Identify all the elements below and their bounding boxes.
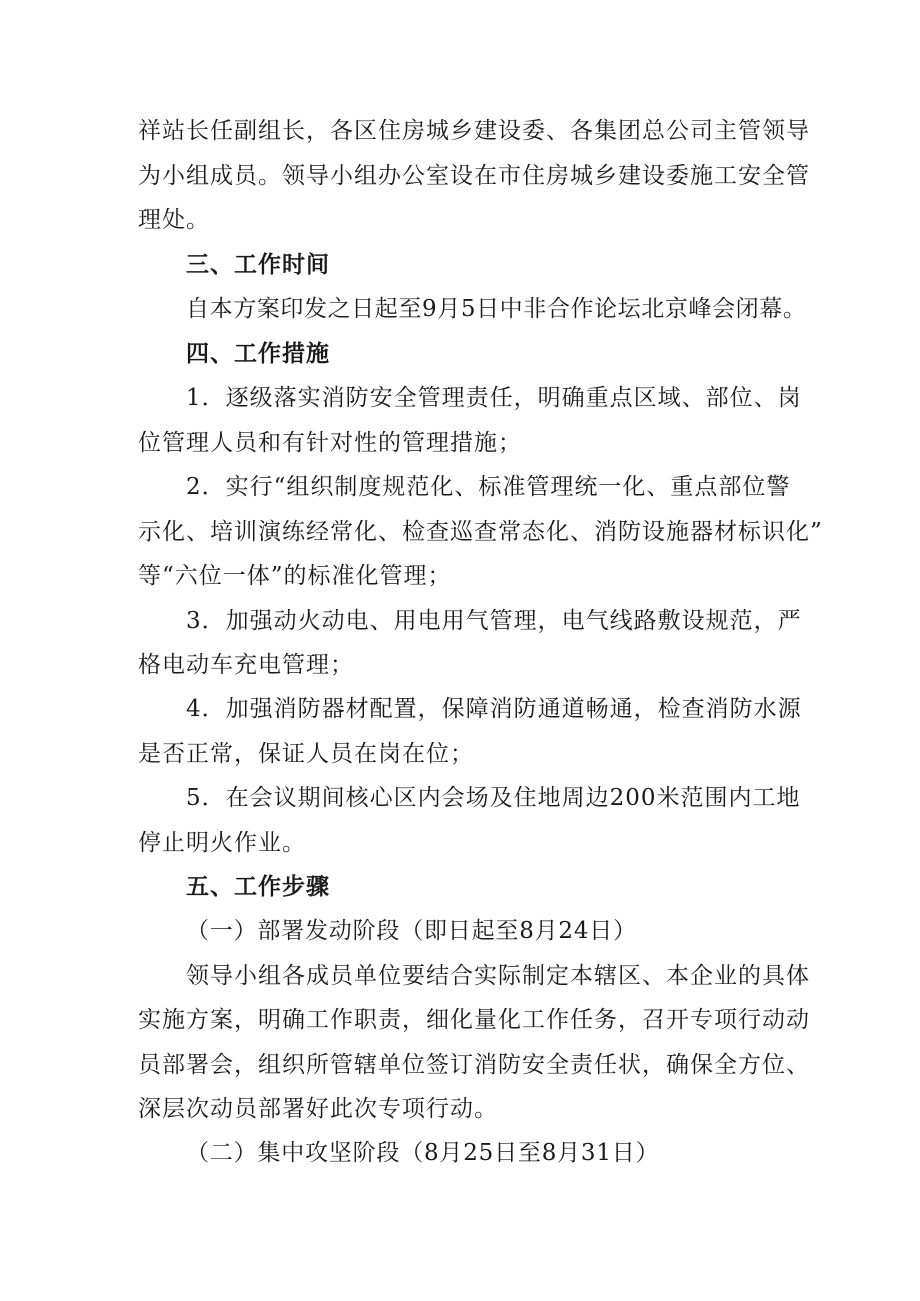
text-line: 位管理人员和有针对性的管理措施； xyxy=(138,430,522,456)
text-line: 自本方案印发之日起至9月5日中非合作论坛北京峰会闭幕。 xyxy=(186,296,807,322)
measure-item-2: 2．实行“组织制度规范化、标准管理统一化、重点部位警 xyxy=(186,474,791,500)
text-line: 领导小组各成员单位要结合实际制定本辖区、本企业的具体 xyxy=(186,963,810,989)
text-line: 祥站长任副组长，各区住房城乡建设委、各集团总公司主管领导 xyxy=(138,118,810,144)
text-line: 员部署会，组织所管辖单位签订消防安全责任状，确保全方位、 xyxy=(138,1052,810,1078)
text-line: 理处。 xyxy=(138,207,210,233)
section-heading: 五、工作步骤 xyxy=(186,874,330,900)
text-line: 为小组成员。领导小组办公室设在市住房城乡建设委施工安全管 xyxy=(138,163,810,189)
measure-item-5: 5．在会议期间核心区内会场及住地周边200米范围内工地 xyxy=(186,785,801,811)
text-line: 等“六位一体”的标准化管理； xyxy=(138,563,452,589)
text-line: 示化、培训演练经常化、检查巡查常态化、消防设施器材标识化” xyxy=(138,519,823,545)
text-line: 格电动车充电管理； xyxy=(138,652,354,678)
section-heading: 三、工作时间 xyxy=(186,252,330,278)
phase-title-2: （二）集中攻坚阶段（8月25日至8月31日） xyxy=(186,1140,660,1166)
measure-item-1: 1．逐级落实消防安全管理责任，明确重点区域、部位、岗 xyxy=(186,385,802,411)
text-line: 是否正常，保证人员在岗在位； xyxy=(138,741,474,767)
text-line: 深层次动员部署好此次专项行动。 xyxy=(138,1096,498,1122)
section-heading: 四、工作措施 xyxy=(186,341,330,367)
measure-item-3: 3．加强动火动电、用电用气管理，电气线路敷设规范，严 xyxy=(186,608,802,634)
text-line: 实施方案，明确工作职责，细化量化工作任务，召开专项行动动 xyxy=(138,1007,810,1033)
measure-item-4: 4．加强消防器材配置，保障消防通道畅通，检查消防水源 xyxy=(186,696,802,722)
text-line: 停止明火作业。 xyxy=(138,830,306,856)
phase-title-1: （一）部署发动阶段（即日起至8月24日） xyxy=(186,918,637,944)
